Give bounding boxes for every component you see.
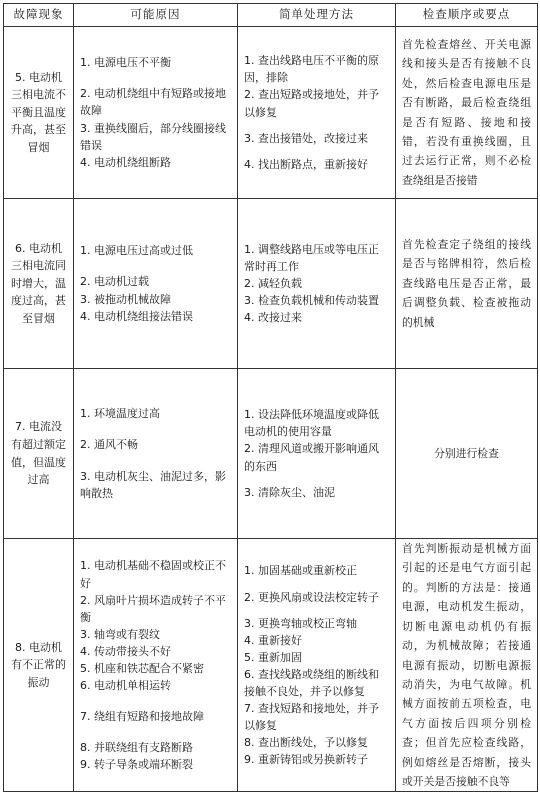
cause-item: 1. 环境温度过高 xyxy=(80,407,160,421)
header-causes: 可能原因 xyxy=(74,4,238,27)
cause-item: 3. 被拖动机械故障 xyxy=(80,292,171,306)
cause-item: 1. 电源电压不平衡 xyxy=(80,56,171,70)
table-header-row xyxy=(4,4,538,27)
method-item: 2. 减轻负载 xyxy=(244,276,302,290)
method-item: 3. 更换弯轴或校正弯轴 xyxy=(244,616,357,630)
causes-cell xyxy=(74,27,238,199)
method-item: 3. 清除灰尘、油泥 xyxy=(244,485,335,499)
method-item: 1. 加固基础或重新校正 xyxy=(244,564,357,578)
cause-item: 3. 重换线圈后，部分线圈接线错误 xyxy=(80,121,226,152)
cause-item: 5. 机座和铁芯配合不紧密 xyxy=(80,661,204,675)
method-item: 2. 更换风扇或设法校定转子 xyxy=(244,590,379,604)
cause-item: 2. 电动机过载 xyxy=(80,275,149,289)
method-item: 4. 改接过来 xyxy=(244,311,302,325)
tips-cell: 首先检查定子绕组的接线是否与铭牌相符，然后检查线路电压是否正常，最后调整负载、检查被拖动的机械 xyxy=(396,199,538,369)
causes-cell xyxy=(74,199,238,369)
cause-item: 2. 电动机绕组中有短路或接地故障 xyxy=(80,87,226,118)
method-item: 1. 调整线路电压或等电压正常时再工作 xyxy=(244,242,379,273)
method-item: 4. 重新接好 xyxy=(244,633,302,647)
method-item: 6. 查找线路或绕组的断线和接触不良处，并予以修复 xyxy=(244,667,379,698)
fault-table-page xyxy=(3,3,537,787)
cause-item: 9. 转子导条或端环断裂 xyxy=(80,757,193,771)
method-item: 1. 查出线路电压不平衡的原因，排除 xyxy=(244,54,379,85)
cause-item: 2. 风扇叶片损坏造成转子不平衡 xyxy=(80,593,226,624)
cause-item: 6. 电动机单相运转 xyxy=(80,678,171,692)
fault-table xyxy=(3,3,538,792)
header-phenomenon: 故障现象 xyxy=(4,4,74,27)
table-row xyxy=(4,369,538,539)
cause-item: 7. 绕组有短路和接地故障 xyxy=(80,709,204,723)
phenomenon-cell: 8. 电动机有不正常的振动 xyxy=(4,539,74,792)
table-row xyxy=(4,199,538,369)
causes-cell xyxy=(74,369,238,539)
methods-cell xyxy=(238,27,396,199)
method-item: 7. 查找短路和接地处，并予以修复 xyxy=(244,701,379,732)
cause-item: 8. 并联绕组有支路断路 xyxy=(80,740,193,754)
cause-item: 3. 电动机灰尘、油泥过多，影响散热 xyxy=(80,469,226,500)
method-item: 3. 检查负载机械和传动装置 xyxy=(244,294,379,308)
method-item: 9. 重新铸铝或另换新转子 xyxy=(244,752,368,766)
phenomenon-cell: 6. 电动机三相电流同时增大，温度过高，甚至冒烟 xyxy=(4,199,74,369)
method-item: 2. 清理风道或搬开影响通风的东西 xyxy=(244,442,379,473)
method-item: 5. 重新加固 xyxy=(244,650,302,664)
cause-item: 1. 电源电压过高或过低 xyxy=(80,244,193,258)
tips-cell: 首先判断振动是机械方面引起的还是电气方面引起的。判断的方法是：接通电源，电动机发生振动，切断电源电动机仍有振动，为机械故障；若接通电源有振动，切断电源振动消失，为电气故障。机械方面按前五项检查，电气方面按后四项分别检查；但首先应检查线路，例如熔丝是否熔断，接头或开关是否接触不良等 xyxy=(396,539,538,792)
cause-item: 4. 电动机绕组断路 xyxy=(80,155,171,169)
method-item: 4. 找出断路点，重新接好 xyxy=(244,157,368,171)
methods-cell xyxy=(238,369,396,539)
phenomenon-cell: 5. 电动机三相电流不平衡且温度升高，甚至冒烟 xyxy=(4,27,74,199)
header-tips: 检查顺序或要点 xyxy=(396,4,538,27)
methods-cell xyxy=(238,199,396,369)
cause-item: 4. 电动机绕组接法错误 xyxy=(80,309,193,323)
tips-cell: 分别进行检查 xyxy=(396,369,538,539)
method-item: 2. 查出短路或接地处，并予以修复 xyxy=(244,88,379,119)
method-item: 3. 查出接错处，改接过来 xyxy=(244,131,368,145)
method-item: 8. 查出断线处，予以修复 xyxy=(244,735,368,749)
cause-item: 2. 通风不畅 xyxy=(80,438,138,452)
cause-item: 3. 轴弯或有裂纹 xyxy=(80,627,160,641)
cause-item: 4. 传动带接头不好 xyxy=(80,644,171,658)
tips-cell: 首先检查熔丝、开关电源线和接头是否有接触不良处，然后检查电源电压是否有断路，最后检查绕组是否有短路、接地和接错，若没有重换线圈，且过去运行正常，则不必检查绕组是否接错 xyxy=(396,27,538,199)
table-row xyxy=(4,27,538,199)
causes-cell xyxy=(74,539,238,792)
table-row xyxy=(4,539,538,792)
phenomenon-cell: 7. 电流没有超过额定值，但温度过高 xyxy=(4,369,74,539)
method-item: 1. 设法降低环境温度或降低电动机的使用容量 xyxy=(244,408,379,439)
cause-item: 1. 电动机基础不稳固或校正不好 xyxy=(80,559,226,590)
methods-cell xyxy=(238,539,396,792)
header-methods: 简单处理方法 xyxy=(238,4,396,27)
